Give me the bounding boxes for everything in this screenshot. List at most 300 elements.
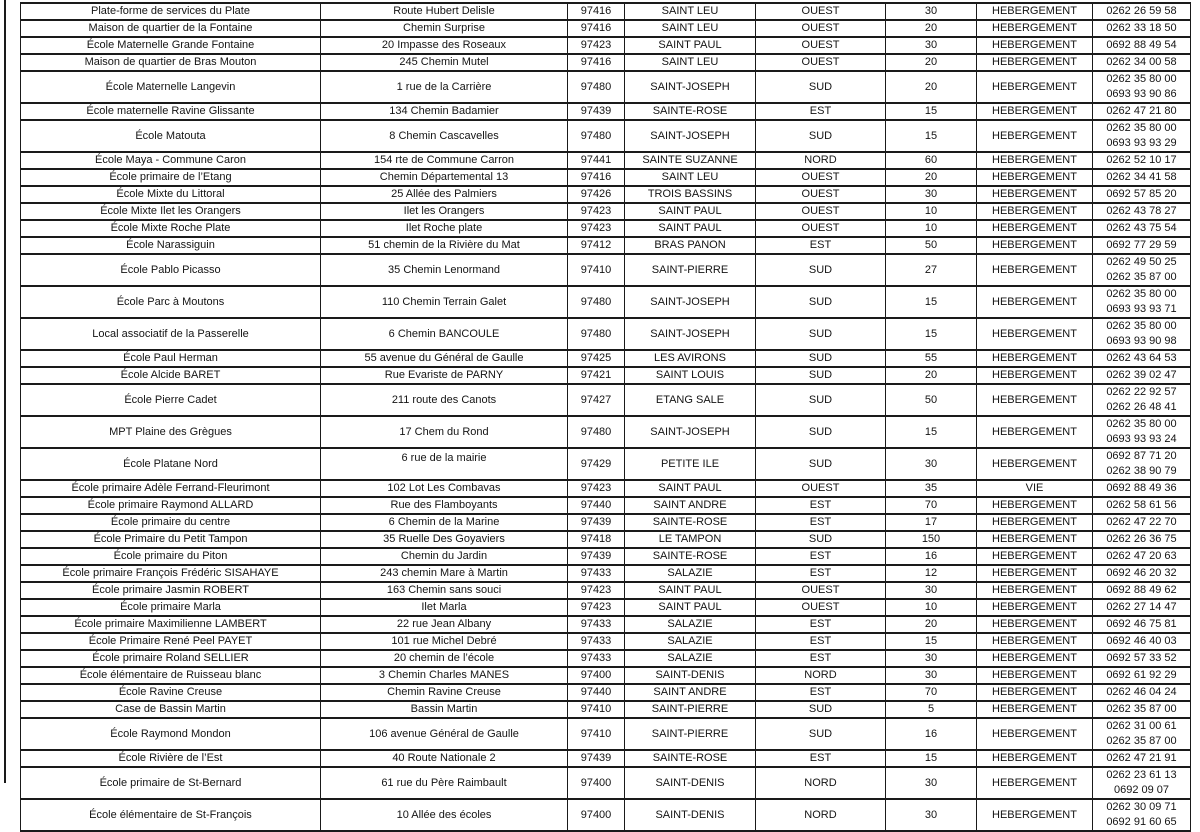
capacity-cell: 55 (886, 350, 977, 367)
phone-cell (1093, 54, 1191, 71)
table-row (21, 103, 1191, 120)
address-cell: Route Hubert Delisle (321, 3, 568, 20)
phone-number: 0262 43 64 53 (1106, 352, 1177, 364)
phone-number: 0692 57 85 20 (1106, 188, 1177, 200)
phone-cell (1093, 152, 1191, 169)
phone-number: 0262 34 00 58 (1106, 56, 1177, 68)
type-cell: HEBERGEMENT (977, 514, 1093, 531)
phone-number: 0692 09 07 (1113, 784, 1170, 796)
table-row (21, 54, 1191, 71)
left-column-rule (4, 0, 6, 783)
phone-number: 0262 47 21 80 (1106, 105, 1177, 117)
phone-number: 0692 46 20 32 (1106, 567, 1177, 579)
address-cell: 1 rue de la Carrière (321, 71, 568, 103)
address-cell: 17 Chem du Rond (321, 416, 568, 448)
phone-number: 0693 93 90 98 (1106, 335, 1177, 347)
phone-number: 0692 77 29 59 (1106, 239, 1177, 251)
postal-code-cell: 97441 (568, 152, 625, 169)
phone-cell (1093, 254, 1191, 286)
city-cell: SAINTE-ROSE (625, 514, 756, 531)
city-cell: SAINT-JOSEPH (625, 318, 756, 350)
capacity-cell: 20 (886, 367, 977, 384)
type-cell: HEBERGEMENT (977, 169, 1093, 186)
table-row (21, 582, 1191, 599)
address-cell: 3 Chemin Charles MANES (321, 667, 568, 684)
table-row (21, 750, 1191, 767)
postal-code-cell: 97480 (568, 286, 625, 318)
type-cell: HEBERGEMENT (977, 254, 1093, 286)
city-cell: SAINT-PIERRE (625, 718, 756, 750)
capacity-cell: 60 (886, 152, 977, 169)
facility-name-cell: École Primaire René Peel PAYET (21, 633, 321, 650)
city-cell: SAINT PAUL (625, 480, 756, 497)
phone-cell (1093, 37, 1191, 54)
region-cell: SUD (756, 318, 886, 350)
facility-name-cell: Case de Bassin Martin (21, 701, 321, 718)
address-cell: 134 Chemin Badamier (321, 103, 568, 120)
city-cell: BRAS PANON (625, 237, 756, 254)
table-row (21, 497, 1191, 514)
capacity-cell: 10 (886, 203, 977, 220)
region-cell: OUEST (756, 582, 886, 599)
phone-number: 0692 88 49 36 (1106, 482, 1177, 494)
city-cell: SAINT PAUL (625, 220, 756, 237)
type-cell: HEBERGEMENT (977, 237, 1093, 254)
capacity-cell: 20 (886, 71, 977, 103)
table-row (21, 767, 1191, 799)
city-cell: SALAZIE (625, 633, 756, 650)
region-cell: NORD (756, 767, 886, 799)
address-cell: 6 rue de la mairie (321, 448, 568, 480)
phone-cell (1093, 718, 1191, 750)
type-cell: HEBERGEMENT (977, 54, 1093, 71)
capacity-cell: 30 (886, 650, 977, 667)
address-cell: Ilet Marla (321, 599, 568, 616)
table-row (21, 531, 1191, 548)
city-cell: SAINT-DENIS (625, 767, 756, 799)
table-row (21, 514, 1191, 531)
address-cell: 243 chemin Mare à Martin (321, 565, 568, 582)
city-cell: SAINT LEU (625, 169, 756, 186)
type-cell: HEBERGEMENT (977, 103, 1093, 120)
phone-cell (1093, 750, 1191, 767)
city-cell: SAINT-JOSEPH (625, 71, 756, 103)
capacity-cell: 15 (886, 416, 977, 448)
capacity-cell: 17 (886, 514, 977, 531)
capacity-cell: 10 (886, 599, 977, 616)
phone-number: 0262 58 61 56 (1106, 499, 1177, 511)
facility-name-cell: École Parc à Moutons (21, 286, 321, 318)
region-cell: EST (756, 684, 886, 701)
phone-number: 0262 49 50 25 (1106, 256, 1177, 268)
postal-code-cell: 97439 (568, 514, 625, 531)
region-cell: SUD (756, 286, 886, 318)
city-cell: PETITE ILE (625, 448, 756, 480)
table-row (21, 120, 1191, 152)
phone-cell (1093, 120, 1191, 152)
address-cell: Chemin Surprise (321, 20, 568, 37)
city-cell: SAINT ANDRE (625, 684, 756, 701)
capacity-cell: 20 (886, 54, 977, 71)
postal-code-cell: 97439 (568, 548, 625, 565)
facility-name-cell: École primaire Raymond ALLARD (21, 497, 321, 514)
city-cell: SAINT-JOSEPH (625, 416, 756, 448)
address-cell: Rue Evariste de PARNY (321, 367, 568, 384)
city-cell: SAINT LOUIS (625, 367, 756, 384)
phone-number: 0692 88 49 62 (1106, 584, 1177, 596)
region-cell: EST (756, 514, 886, 531)
facility-name-cell: Maison de quartier de la Fontaine (21, 20, 321, 37)
region-cell: EST (756, 548, 886, 565)
phone-number: 0262 35 80 00 (1106, 73, 1177, 85)
capacity-cell: 27 (886, 254, 977, 286)
facility-name-cell: École primaire du centre (21, 514, 321, 531)
phone-number: 0692 46 40 03 (1106, 635, 1177, 647)
table-row (21, 152, 1191, 169)
facility-name-cell: École Maya - Commune Caron (21, 152, 321, 169)
phone-cell (1093, 799, 1191, 831)
address-cell: 35 Chemin Lenormand (321, 254, 568, 286)
phone-cell (1093, 633, 1191, 650)
city-cell: SAINT LEU (625, 20, 756, 37)
region-cell: SUD (756, 71, 886, 103)
capacity-cell: 35 (886, 480, 977, 497)
capacity-cell: 30 (886, 667, 977, 684)
phone-cell (1093, 384, 1191, 416)
table-row (21, 71, 1191, 103)
facility-name-cell: École Platane Nord (21, 448, 321, 480)
capacity-cell: 15 (886, 750, 977, 767)
facility-name-cell: École Rivière de l’Est (21, 750, 321, 767)
city-cell: TROIS BASSINS (625, 186, 756, 203)
phone-number: 0262 22 92 57 (1106, 386, 1177, 398)
city-cell: SALAZIE (625, 565, 756, 582)
phone-cell (1093, 186, 1191, 203)
phone-number: 0262 47 20 63 (1106, 550, 1177, 562)
postal-code-cell: 97410 (568, 254, 625, 286)
facility-name-cell: École Maternelle Grande Fontaine (21, 37, 321, 54)
phone-cell (1093, 286, 1191, 318)
address-cell: 6 Chemin de la Marine (321, 514, 568, 531)
region-cell: OUEST (756, 480, 886, 497)
type-cell: HEBERGEMENT (977, 448, 1093, 480)
city-cell: SAINTE-ROSE (625, 548, 756, 565)
table-row (21, 650, 1191, 667)
type-cell: HEBERGEMENT (977, 684, 1093, 701)
capacity-cell: 30 (886, 37, 977, 54)
phone-cell (1093, 684, 1191, 701)
table-row (21, 480, 1191, 497)
capacity-cell: 10 (886, 220, 977, 237)
facility-name-cell: École primaire Roland SELLIER (21, 650, 321, 667)
table-row (21, 237, 1191, 254)
city-cell: SAINT ANDRE (625, 497, 756, 514)
capacity-cell: 15 (886, 120, 977, 152)
postal-code-cell: 97433 (568, 565, 625, 582)
capacity-cell: 15 (886, 318, 977, 350)
capacity-cell: 30 (886, 3, 977, 20)
phone-cell (1093, 667, 1191, 684)
phone-cell (1093, 416, 1191, 448)
phone-number: 0262 35 80 00 (1106, 418, 1177, 430)
phone-cell (1093, 565, 1191, 582)
capacity-cell: 5 (886, 701, 977, 718)
phone-cell (1093, 497, 1191, 514)
capacity-cell: 16 (886, 548, 977, 565)
city-cell: SAINT-PIERRE (625, 701, 756, 718)
type-cell: HEBERGEMENT (977, 616, 1093, 633)
address-cell: 163 Chemin sans souci (321, 582, 568, 599)
phone-number: 0262 26 59 58 (1106, 5, 1177, 17)
postal-code-cell: 97427 (568, 384, 625, 416)
capacity-cell: 15 (886, 286, 977, 318)
address-cell: 51 chemin de la Rivière du Mat (321, 237, 568, 254)
capacity-cell: 15 (886, 633, 977, 650)
facility-name-cell: École Pierre Cadet (21, 384, 321, 416)
type-cell: HEBERGEMENT (977, 565, 1093, 582)
capacity-cell: 50 (886, 384, 977, 416)
table-row (21, 3, 1191, 20)
capacity-cell: 12 (886, 565, 977, 582)
postal-code-cell: 97400 (568, 667, 625, 684)
facility-name-cell: École Mixte du Littoral (21, 186, 321, 203)
address-cell: 35 Ruelle Des Goyaviers (321, 531, 568, 548)
table-row (21, 448, 1191, 480)
region-cell: EST (756, 750, 886, 767)
table-row (21, 37, 1191, 54)
region-cell: SUD (756, 384, 886, 416)
city-cell: SAINT PAUL (625, 582, 756, 599)
table-row (21, 799, 1191, 831)
region-cell: OUEST (756, 220, 886, 237)
postal-code-cell: 97423 (568, 203, 625, 220)
phone-number: 0692 91 60 65 (1106, 816, 1177, 828)
city-cell: LES AVIRONS (625, 350, 756, 367)
phone-cell (1093, 701, 1191, 718)
phone-cell (1093, 548, 1191, 565)
phone-cell (1093, 514, 1191, 531)
type-cell: HEBERGEMENT (977, 384, 1093, 416)
type-cell: HEBERGEMENT (977, 767, 1093, 799)
city-cell: SAINT LEU (625, 54, 756, 71)
facility-name-cell: École primaire Adèle Ferrand-Fleurimont (21, 480, 321, 497)
capacity-cell: 30 (886, 767, 977, 799)
facility-name-cell: École élémentaire de St-François (21, 799, 321, 831)
phone-cell (1093, 318, 1191, 350)
phone-number: 0262 43 75 54 (1106, 222, 1177, 234)
region-cell: SUD (756, 350, 886, 367)
phone-cell (1093, 582, 1191, 599)
table-row (21, 20, 1191, 37)
region-cell: EST (756, 616, 886, 633)
region-cell: SUD (756, 701, 886, 718)
capacity-cell: 16 (886, 718, 977, 750)
postal-code-cell: 97410 (568, 718, 625, 750)
type-cell: HEBERGEMENT (977, 531, 1093, 548)
address-cell: Chemin Ravine Creuse (321, 684, 568, 701)
table-row (21, 667, 1191, 684)
phone-number: 0693 93 90 86 (1106, 88, 1177, 100)
type-cell: HEBERGEMENT (977, 750, 1093, 767)
capacity-cell: 70 (886, 684, 977, 701)
address-cell: Chemin Départemental 13 (321, 169, 568, 186)
phone-cell (1093, 350, 1191, 367)
address-cell: 245 Chemin Mutel (321, 54, 568, 71)
facility-name-cell: École primaire Maximilienne LAMBERT (21, 616, 321, 633)
phone-number: 0262 43 78 27 (1106, 205, 1177, 217)
capacity-cell: 20 (886, 169, 977, 186)
city-cell: SAINTE-ROSE (625, 103, 756, 120)
postal-code-cell: 97433 (568, 650, 625, 667)
address-cell: 20 chemin de l’école (321, 650, 568, 667)
table-row (21, 684, 1191, 701)
facility-name-cell: École Pablo Picasso (21, 254, 321, 286)
postal-code-cell: 97440 (568, 684, 625, 701)
phone-cell (1093, 448, 1191, 480)
phone-number: 0262 31 00 61 (1106, 720, 1177, 732)
type-cell: HEBERGEMENT (977, 416, 1093, 448)
type-cell: HEBERGEMENT (977, 497, 1093, 514)
phone-number: 0262 47 21 91 (1106, 752, 1177, 764)
region-cell: SUD (756, 367, 886, 384)
phone-number: 0262 23 61 13 (1106, 769, 1177, 781)
facility-name-cell: École Ravine Creuse (21, 684, 321, 701)
postal-code-cell: 97480 (568, 416, 625, 448)
address-cell: 101 rue Michel Debré (321, 633, 568, 650)
postal-code-cell: 97423 (568, 582, 625, 599)
type-cell: HEBERGEMENT (977, 633, 1093, 650)
region-cell: SUD (756, 120, 886, 152)
postal-code-cell: 97425 (568, 350, 625, 367)
city-cell: SAINT PAUL (625, 203, 756, 220)
phone-number: 0692 88 49 54 (1106, 39, 1177, 51)
postal-code-cell: 97400 (568, 799, 625, 831)
phone-number: 0262 35 87 00 (1106, 703, 1177, 715)
type-cell: HEBERGEMENT (977, 599, 1093, 616)
facility-name-cell: École primaire Jasmin ROBERT (21, 582, 321, 599)
city-cell: SAINTE-ROSE (625, 750, 756, 767)
phone-number: 0262 26 48 41 (1106, 401, 1177, 413)
postal-code-cell: 97416 (568, 20, 625, 37)
capacity-cell: 20 (886, 616, 977, 633)
region-cell: EST (756, 633, 886, 650)
phone-number: 0262 34 41 58 (1106, 171, 1177, 183)
table-row (21, 286, 1191, 318)
facility-name-cell: École Raymond Mondon (21, 718, 321, 750)
phone-cell (1093, 169, 1191, 186)
phone-number: 0262 39 02 47 (1106, 369, 1177, 381)
postal-code-cell: 97439 (568, 750, 625, 767)
type-cell: HEBERGEMENT (977, 220, 1093, 237)
facility-name-cell: MPT Plaine des Grègues (21, 416, 321, 448)
table-row (21, 318, 1191, 350)
postal-code-cell: 97439 (568, 103, 625, 120)
table-row (21, 350, 1191, 367)
region-cell: SUD (756, 531, 886, 548)
region-cell: SUD (756, 416, 886, 448)
type-cell: HEBERGEMENT (977, 318, 1093, 350)
region-cell: EST (756, 497, 886, 514)
region-cell: NORD (756, 152, 886, 169)
phone-number: 0262 35 80 00 (1106, 320, 1177, 332)
region-cell: SUD (756, 718, 886, 750)
facility-name-cell: École Mixte Ilet les Orangers (21, 203, 321, 220)
facility-name-cell: École Matouta (21, 120, 321, 152)
type-cell: HEBERGEMENT (977, 350, 1093, 367)
postal-code-cell: 97440 (568, 497, 625, 514)
address-cell: 40 Route Nationale 2 (321, 750, 568, 767)
postal-code-cell: 97416 (568, 3, 625, 20)
address-cell: Ilet les Orangers (321, 203, 568, 220)
type-cell: HEBERGEMENT (977, 718, 1093, 750)
postal-code-cell: 97423 (568, 480, 625, 497)
facilities-table-body (21, 3, 1191, 831)
city-cell: SAINT-JOSEPH (625, 120, 756, 152)
postal-code-cell: 97426 (568, 186, 625, 203)
facility-name-cell: Maison de quartier de Bras Mouton (21, 54, 321, 71)
city-cell: SAINT-DENIS (625, 667, 756, 684)
capacity-cell: 20 (886, 20, 977, 37)
city-cell: SAINT-DENIS (625, 799, 756, 831)
facility-name-cell: École Paul Herman (21, 350, 321, 367)
postal-code-cell: 97416 (568, 54, 625, 71)
phone-cell (1093, 203, 1191, 220)
table-row (21, 384, 1191, 416)
table-row (21, 254, 1191, 286)
facilities-table (20, 2, 1191, 832)
type-cell: HEBERGEMENT (977, 799, 1093, 831)
table-row (21, 416, 1191, 448)
phone-cell (1093, 220, 1191, 237)
region-cell: EST (756, 565, 886, 582)
city-cell: LE TAMPON (625, 531, 756, 548)
phone-cell (1093, 480, 1191, 497)
postal-code-cell: 97423 (568, 599, 625, 616)
region-cell: OUEST (756, 186, 886, 203)
facility-name-cell: École élémentaire de Ruisseau blanc (21, 667, 321, 684)
city-cell: SAINT PAUL (625, 37, 756, 54)
capacity-cell: 15 (886, 103, 977, 120)
phone-number: 0693 93 93 71 (1106, 303, 1177, 315)
phone-cell (1093, 103, 1191, 120)
facility-name-cell: École primaire du Piton (21, 548, 321, 565)
phone-cell (1093, 531, 1191, 548)
address-cell: 61 rue du Père Raimbault (321, 767, 568, 799)
region-cell: SUD (756, 448, 886, 480)
table-row (21, 701, 1191, 718)
capacity-cell: 50 (886, 237, 977, 254)
phone-number: 0693 93 93 29 (1106, 137, 1177, 149)
postal-code-cell: 97416 (568, 169, 625, 186)
capacity-cell: 150 (886, 531, 977, 548)
address-cell: 20 Impasse des Roseaux (321, 37, 568, 54)
table-row (21, 718, 1191, 750)
facility-name-cell: École Primaire du Petit Tampon (21, 531, 321, 548)
region-cell: OUEST (756, 3, 886, 20)
type-cell: HEBERGEMENT (977, 701, 1093, 718)
table-row (21, 169, 1191, 186)
phone-cell (1093, 237, 1191, 254)
table-row (21, 367, 1191, 384)
phone-number: 0262 35 80 00 (1106, 122, 1177, 134)
address-cell: 55 avenue du Général de Gaulle (321, 350, 568, 367)
phone-number: 0262 30 09 71 (1106, 801, 1177, 813)
city-cell: SAINT LEU (625, 3, 756, 20)
type-cell: HEBERGEMENT (977, 667, 1093, 684)
table-row (21, 548, 1191, 565)
region-cell: EST (756, 103, 886, 120)
city-cell: SAINT PAUL (625, 599, 756, 616)
